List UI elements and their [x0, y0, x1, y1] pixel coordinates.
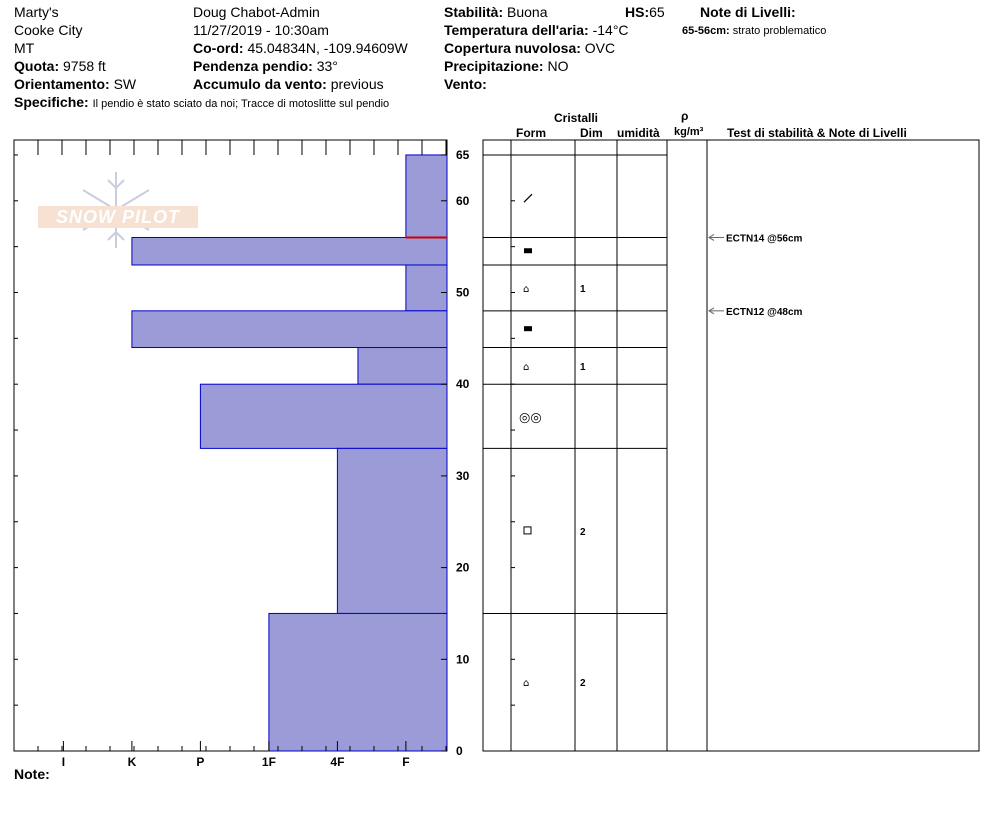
- depth-tick-label: 65: [456, 147, 470, 162]
- air-temp-value: -14°C: [592, 22, 629, 38]
- hardness-layer-bar: [406, 265, 447, 311]
- layer-notes-title: Note di Livelli:: [700, 4, 796, 20]
- depth-tick-label: 50: [456, 285, 470, 300]
- hardness-layer-bar: [132, 311, 447, 348]
- city-name: Cooke City: [14, 22, 83, 38]
- state-name: MT: [14, 40, 35, 56]
- crystals-header: Cristalli: [554, 111, 599, 125]
- coordinates-value: 45.04834N, -109.94609W: [247, 40, 408, 56]
- slope-value: 33°: [316, 58, 338, 74]
- hardness-layer-bar: [132, 237, 447, 265]
- form-header: Form: [516, 126, 546, 140]
- hs-label: HS:: [625, 4, 650, 20]
- layer-note-range: 65-56cm:: [682, 25, 730, 37]
- elevation-value: 9758 ft: [63, 58, 106, 74]
- depth-tick-label: 20: [456, 560, 470, 575]
- depth-tick-label: 10: [456, 652, 470, 667]
- grain-form-symbol: ⌂: [523, 361, 530, 373]
- hardness-tick-label: I: [61, 755, 66, 769]
- elevation-label: Quota:: [14, 58, 60, 74]
- grain-size-label: 1: [580, 283, 586, 295]
- wind-label: Vento:: [444, 76, 487, 92]
- air-temp-label: Temperatura dell'aria:: [444, 22, 589, 38]
- coordinates-label: Co-ord:: [193, 40, 244, 56]
- depth-tick-label: 40: [456, 377, 470, 392]
- grain-form-symbol: ◎◎: [519, 410, 542, 426]
- specifics-label: Specifiche:: [14, 94, 89, 110]
- stability-label: Stabilità:: [444, 4, 504, 20]
- grain-form-symbol: [524, 527, 531, 534]
- hardness-tick-label: F: [402, 755, 410, 769]
- moisture-header: umidità: [617, 126, 660, 140]
- slope-label: Pendenza pendio:: [193, 58, 313, 74]
- cloud-cover-label: Copertura nuvolosa:: [444, 40, 581, 56]
- precipitation-label: Precipitazione:: [444, 58, 544, 74]
- stability-value: Buona: [507, 4, 548, 20]
- wind-loading-value: previous: [330, 76, 384, 92]
- hardness-tick-label: P: [196, 755, 205, 769]
- stability-test-label: ECTN14 @56cm: [726, 233, 803, 245]
- hardness-tick-label: 4F: [330, 755, 345, 769]
- aspect-label: Orientamento:: [14, 76, 110, 92]
- observation-datetime: 11/27/2019 - 10:30am: [193, 22, 329, 38]
- precipitation-value: NO: [547, 58, 569, 74]
- hardness-layer-bar: [358, 348, 447, 385]
- grain-size-label: 1: [580, 361, 586, 373]
- notes-label: Note:: [14, 766, 50, 782]
- grain-form-symbol: [524, 194, 532, 202]
- snowpilot-logo-text: SNOW PILOT: [38, 206, 198, 228]
- hardness-tick-label: K: [127, 755, 137, 769]
- depth-tick-label: 30: [456, 468, 470, 483]
- hardness-layer-bar: [200, 384, 447, 448]
- hardness-layer-bar: [269, 613, 447, 751]
- grain-form-symbol: [524, 248, 532, 253]
- layer-note-text: strato problematico: [732, 25, 827, 37]
- grain-size-label: 2: [580, 526, 586, 538]
- aspect-value: SW: [113, 76, 137, 92]
- hardness-tick-label: 1F: [261, 755, 276, 769]
- grain-form-symbol: [524, 326, 532, 331]
- specifics-value: Il pendio è stato sciato da noi; Tracce di motoslitte sul pendio: [92, 98, 390, 110]
- grain-form-symbol: ⌂: [523, 283, 530, 295]
- density-unit: kg/m³: [674, 126, 704, 138]
- stability-test-label: ECTN12 @48cm: [726, 306, 803, 318]
- grain-size-label: 2: [580, 678, 586, 690]
- hs-value: 65: [649, 4, 665, 20]
- density-symbol: ρ: [681, 109, 689, 123]
- depth-tick-label: 0: [456, 744, 463, 758]
- grain-form-symbol: ⌂: [523, 678, 530, 690]
- dim-header: Dim: [580, 126, 603, 140]
- hardness-layer-bar: [406, 155, 447, 238]
- location-name: Marty's: [14, 4, 59, 20]
- hardness-layer-bar: [337, 448, 447, 613]
- observer-name: Doug Chabot-Admin: [193, 4, 320, 20]
- layer-table-frame: [483, 140, 979, 751]
- cloud-cover-value: OVC: [584, 40, 616, 56]
- wind-loading-label: Accumulo da vento:: [193, 76, 327, 92]
- tests-header: Test di stabilità & Note di Livelli: [727, 126, 907, 140]
- depth-tick-label: 60: [456, 193, 470, 208]
